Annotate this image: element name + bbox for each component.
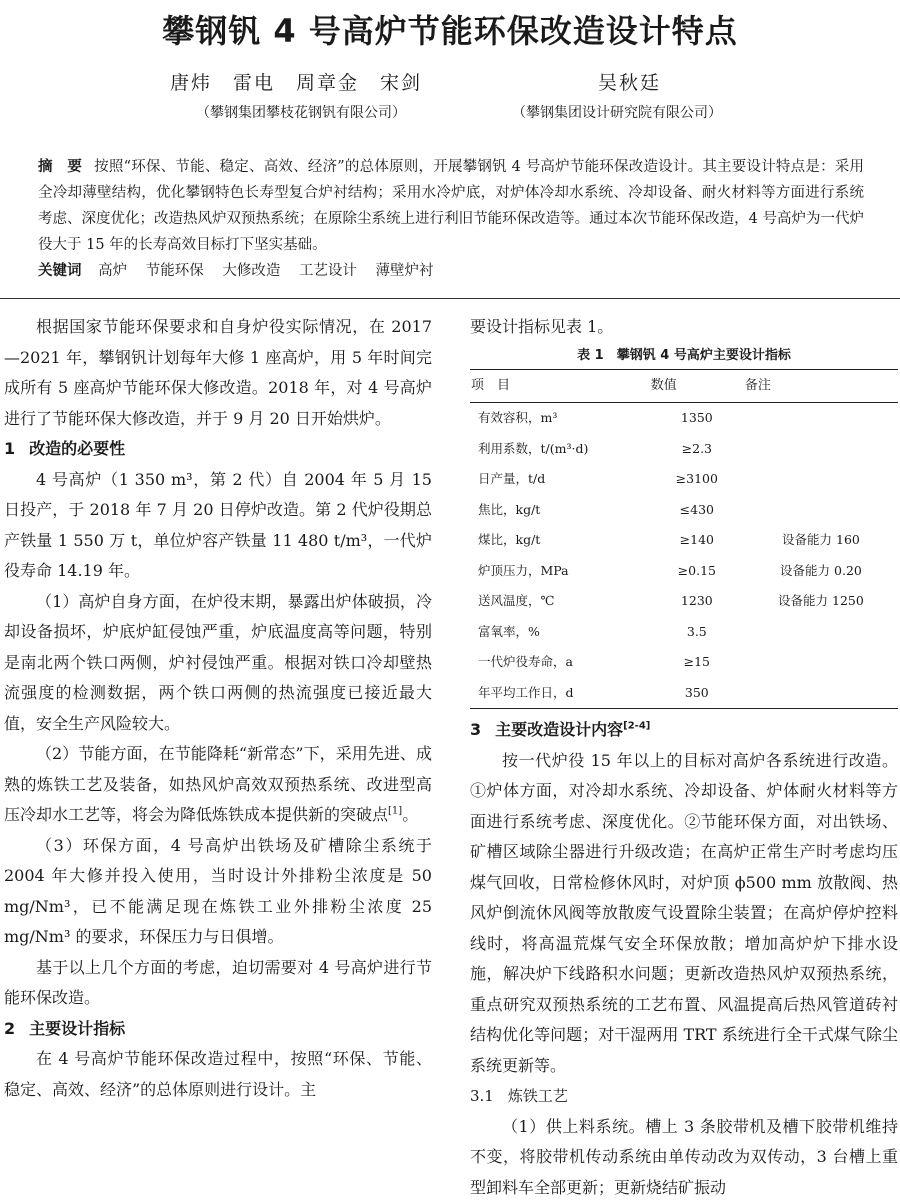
subsection-number: 3.1 — [470, 1087, 494, 1105]
section-3-heading — [470, 715, 898, 746]
paragraph-text: （2）节能方面，在节能降耗“新常态”下，采用先进、成熟的炼铁工艺及装备，如热风炉高效双预热系统、改进型高压冷却水工艺等，将会为降低炼铁成本提供新的突破点 — [4, 744, 432, 824]
keywords-label: 关键词 — [38, 263, 82, 279]
right-column — [470, 312, 898, 1203]
paragraph: 按一代炉役 15 年以上的目标对高炉各系统进行改造。①炉体方面，对冷却水系统、冷却设备、炉体耐火材料等方面进行系统考虑、深度优化。②节能环保方面，对出铁场、矿槽区域除尘器进行升级改造；在高炉正常生产时考虑均压煤气回收，日常检修休风时，对炉顶 ϕ500 mm 放散阀、热风炉倒流休风阀等放散废气设置除尘装置；在高炉停炉控料线时，将高温荒煤气安全环保放散；增加高炉炉下排水设施，解决炉下线路积水问题；更新改造热风炉双预热系统，重点研究双预热系统的工艺布置、风温提高后热风管道砖衬结构优化等问题；对干湿两用 TRT 系统进行全干式煤气除尘系统更新等。 — [470, 746, 898, 1082]
table-cell: 设备能力 160 — [744, 525, 898, 556]
section-number: 1 — [4, 439, 15, 458]
table-header: 备注 — [744, 369, 898, 403]
table-cell — [744, 495, 898, 526]
paragraph-end: 。 — [402, 805, 418, 824]
table-cell: 设备能力 1250 — [744, 586, 898, 617]
table-caption: 表 1 攀钢钒 4 号高炉主要设计指标 — [470, 343, 898, 369]
table-cell: ≥15 — [650, 647, 744, 678]
table-header: 数值 — [650, 369, 744, 403]
table-row — [470, 525, 898, 556]
table-cell: 利用系数，t/(m³·d) — [470, 434, 650, 465]
table-cell: ≥140 — [650, 525, 744, 556]
section-1-heading — [4, 434, 432, 465]
keywords — [38, 258, 864, 284]
table-row — [470, 556, 898, 587]
table-cell: 350 — [650, 678, 744, 709]
subsection-title: 炼铁工艺 — [508, 1087, 568, 1105]
table-cell: 设备能力 0.20 — [744, 556, 898, 587]
table-cell: 1230 — [650, 586, 744, 617]
table-cell: 年平均工作日，d — [470, 678, 650, 709]
section-title: 主要改造设计内容 — [495, 720, 623, 739]
table-row — [470, 617, 898, 648]
table-cell — [744, 678, 898, 709]
affiliation-right: （攀钢集团设计研究院有限公司） — [512, 102, 722, 122]
table-cell: ≥2.3 — [650, 434, 744, 465]
paragraph-continued: 要设计指标见表 1。 — [470, 312, 898, 343]
paragraph: 基于以上几个方面的考虑，迫切需要对 4 号高炉进行节能环保改造。 — [4, 953, 432, 1014]
paper-title: 攀钢钒 4 号高炉节能环保改造设计特点 — [0, 6, 900, 52]
keyword: 工艺设计 — [299, 263, 357, 279]
table-row — [470, 495, 898, 526]
table-header-row — [470, 369, 898, 403]
design-index-table — [470, 369, 898, 710]
table-cell: ≤430 — [650, 495, 744, 526]
abstract — [38, 154, 864, 258]
table-cell — [744, 464, 898, 495]
paragraph: （1）高炉自身方面，在炉役末期，暴露出炉体破损，冷却设备损坏，炉底炉缸侵蚀严重，炉底温度高等问题，特别是南北两个铁口两侧，炉衬侵蚀严重。根据对铁口冷却壁热流强度的检测数据，两个铁口两侧的热流强度已接近最大值，安全生产风险较大。 — [4, 587, 432, 740]
abstract-block — [38, 154, 864, 284]
citation[interactable]: [2-4] — [623, 721, 650, 732]
paragraph: （3）环保方面，4 号高炉出铁场及矿槽除尘系统于 2004 年大修并投入使用，当时设计外排粉尘浓度是 50 mg/Nm³，已不能满足现在炼铁工业外排粉尘浓度 25 mg/Nm³ 的要求，环保压力与日俱增。 — [4, 831, 432, 953]
keyword: 大修改造 — [222, 263, 280, 279]
keyword: 薄壁炉衬 — [376, 263, 434, 279]
authors-right: 吴秋廷 — [598, 68, 661, 95]
paragraph — [4, 739, 432, 831]
section-title: 主要设计指标 — [29, 1019, 125, 1038]
paragraph: 4 号高炉（1 350 m³，第 2 代）自 2004 年 5 月 15 日投产，于 2018 年 7 月 20 日停炉改造。第 2 代炉役期总产铁量 1 550 万 t，单位炉容产铁量 11 480 t/m³，一代炉役寿命 14.19 年。 — [4, 465, 432, 587]
intro-paragraph: 根据国家节能环保要求和自身炉役实际情况，在 2017—2021 年，攀钢钒计划每年大修 1 座高炉，用 5 年时间完成所有 5 座高炉节能环保大修改造。2018 年，对 4 号高炉进行了节能环保大修改造，并于 9 月 20 日开始烘炉。 — [4, 312, 432, 434]
table-cell — [744, 403, 898, 434]
table-cell: 日产量，t/d — [470, 464, 650, 495]
citation[interactable]: [1] — [388, 806, 402, 817]
table-cell: 1350 — [650, 403, 744, 434]
subsection-3-1-heading — [470, 1081, 898, 1112]
table-cell: 一代炉役寿命，a — [470, 647, 650, 678]
table-cell: 煤比，kg/t — [470, 525, 650, 556]
table-row — [470, 403, 898, 434]
table-cell: 有效容积，m³ — [470, 403, 650, 434]
abstract-label: 摘 要 — [38, 159, 82, 175]
table-cell: ≥3100 — [650, 464, 744, 495]
table-cell — [744, 617, 898, 648]
table-row — [470, 464, 898, 495]
affiliation-left: （攀钢集团攀枝花钢钒有限公司） — [196, 102, 406, 122]
left-column — [4, 312, 432, 1105]
table-cell: ≥0.15 — [650, 556, 744, 587]
table-header: 项 目 — [470, 369, 650, 403]
table-cell — [744, 647, 898, 678]
table-cell: 富氧率，% — [470, 617, 650, 648]
table-row — [470, 678, 898, 709]
section-divider — [0, 298, 900, 299]
section-2-heading — [4, 1014, 432, 1045]
table-cell: 炉顶压力，MPa — [470, 556, 650, 587]
section-number: 3 — [470, 720, 481, 739]
table-cell: 焦比，kg/t — [470, 495, 650, 526]
table-row — [470, 586, 898, 617]
table-row — [470, 647, 898, 678]
section-title: 改造的必要性 — [29, 439, 125, 458]
keyword: 高炉 — [98, 263, 127, 279]
authors-left: 唐炜 雷电 周章金 宋剑 — [170, 68, 422, 95]
paragraph: 在 4 号高炉节能环保改造过程中，按照“环保、节能、稳定、高效、经济”的总体原则进行设计。主 — [4, 1044, 432, 1105]
keyword: 节能环保 — [146, 263, 204, 279]
paragraph: （1）供上料系统。槽上 3 条胶带机及槽下胶带机维持不变，将胶带机传动系统由单传动改为双传动，3 台槽上重型卸料车全部更新；更新烧结矿振动 — [470, 1112, 898, 1203]
abstract-text: 按照“环保、节能、稳定、高效、经济”的总体原则，开展攀钢钒 4 号高炉节能环保改造设计。其主要设计特点是：采用全冷却薄壁结构，优化攀钢特色长寿型复合炉衬结构；采用水冷炉底，对炉体冷却水系统、冷却设备、耐火材料等方面进行系统考虑、深度优化；改造热风炉双预热系统；在原除尘系统上进行利旧节能环保改造等。通过本次节能环保改造，4 号高炉为一代炉役大于 15 年的长寿高效目标打下坚实基础。 — [38, 159, 864, 253]
section-number: 2 — [4, 1019, 15, 1038]
table-row — [470, 434, 898, 465]
table-cell: 3.5 — [650, 617, 744, 648]
table-cell: 送风温度，℃ — [470, 586, 650, 617]
table-cell — [744, 434, 898, 465]
